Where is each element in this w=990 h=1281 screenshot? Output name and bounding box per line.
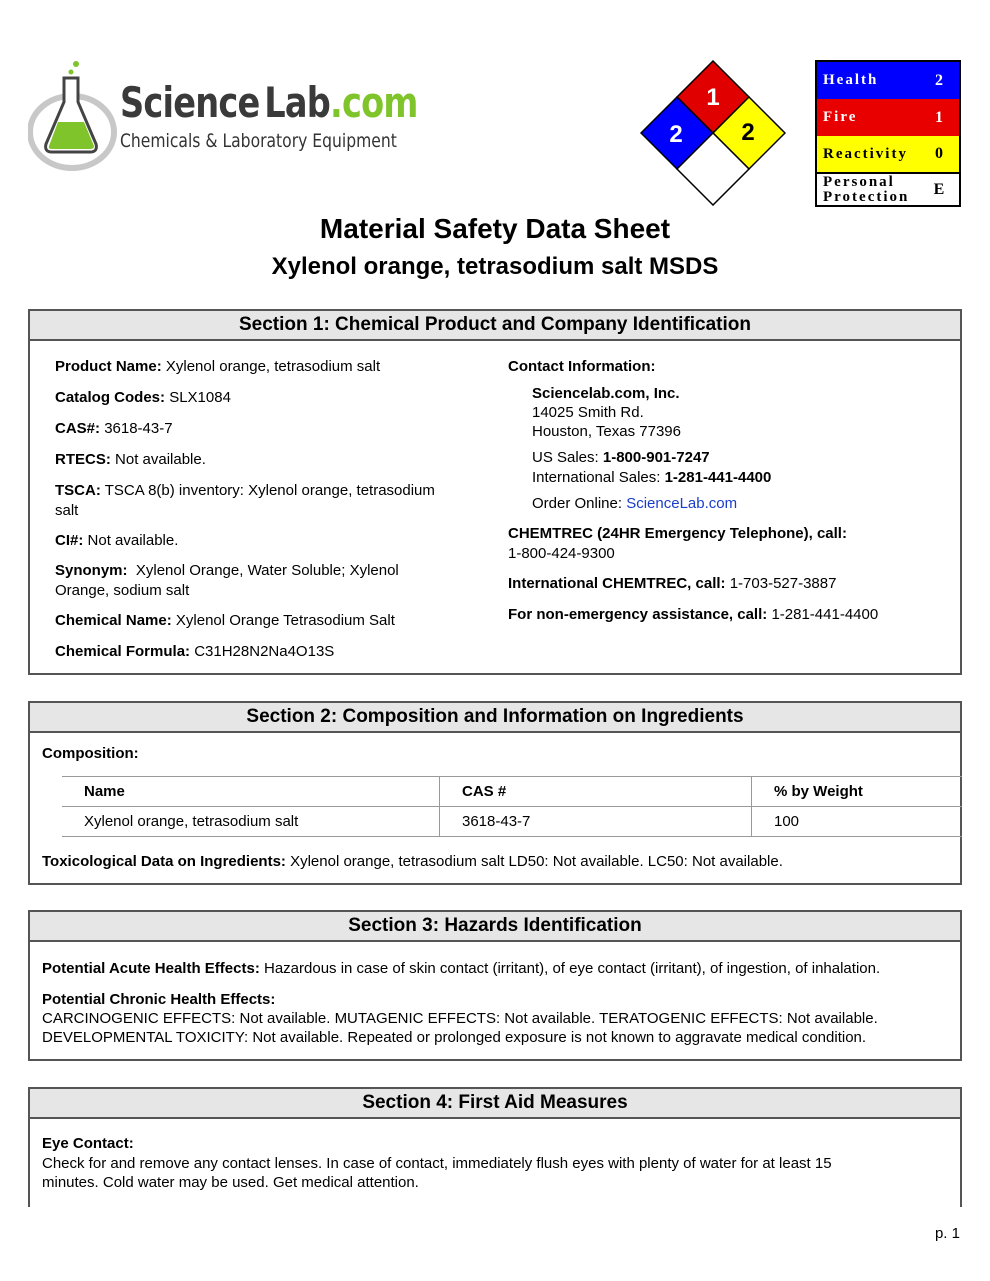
cell-name: Xylenol orange, tetrasodium salt xyxy=(62,807,440,836)
nfpa-health-value: 2 xyxy=(669,121,683,148)
synonym-field xyxy=(55,561,495,600)
synonym-value: Xylenol Orange, Water Soluble; Xylenol xyxy=(127,562,399,579)
col-header-cas: CAS # xyxy=(440,777,752,806)
hazard-protection-label-2: Protection xyxy=(823,188,910,205)
chemical-name-label: Chemical Name: xyxy=(55,612,172,629)
intl-sales-label: International Sales: xyxy=(532,469,665,486)
product-name-label: Product Name: xyxy=(55,358,162,375)
hazard-health-value: 2 xyxy=(935,71,943,89)
company-address-line1: 14025 Smith Rd. xyxy=(532,404,644,421)
rtecs-field xyxy=(55,450,206,470)
hazard-fire-value: 1 xyxy=(935,108,943,126)
nonemergency-phone: 1-281-441-4400 xyxy=(771,606,879,623)
page-number: p. 1 xyxy=(934,1225,960,1242)
cas-label: CAS#: xyxy=(55,420,101,437)
hazard-rating-table xyxy=(815,60,961,207)
hazard-protection-value: E xyxy=(933,180,945,198)
table-row xyxy=(62,807,962,837)
document-subtitle: Xylenol orange, tetrasodium salt MSDS xyxy=(271,253,719,280)
logo-brand-a: Science xyxy=(120,78,260,127)
eye-contact-line1: Check for and remove any contact lenses. In case of contact, immediately flush eyes with plenty of water for at least 15 xyxy=(42,1155,832,1172)
order-online-field xyxy=(532,494,737,514)
acute-effects xyxy=(42,959,957,979)
toxicological-label: Toxicological Data on Ingredients: xyxy=(42,853,286,870)
nfpa-diamond xyxy=(640,60,786,206)
ci-label: CI#: xyxy=(55,532,84,549)
composition-label: Composition: xyxy=(42,745,139,762)
cell-weight: 100 xyxy=(774,813,800,830)
tsca-field xyxy=(55,481,495,520)
section-3-heading: Section 3: Hazards Identification xyxy=(30,912,960,942)
tsca-value: TSCA 8(b) inventory: Xylenol orange, tetrasodium xyxy=(104,482,435,499)
chronic-effects-line1: CARCINOGENIC EFFECTS: Not available. MUTAGENIC EFFECTS: Not available. TERATOGENIC EFFECTS: Not available. xyxy=(42,1010,878,1027)
hazard-health-row xyxy=(817,62,959,99)
order-online-link[interactable]: ScienceLab.com xyxy=(626,495,738,512)
eye-contact-line2: minutes. Cold water may be used. Get medical attention. xyxy=(42,1174,419,1191)
acute-effects-label: Potential Acute Health Effects: xyxy=(42,960,260,977)
nonemergency-label: For non-emergency assistance, call: xyxy=(508,606,768,623)
company-address-line2: Houston, Texas 77396 xyxy=(532,423,681,440)
composition-table xyxy=(62,776,962,837)
contact-heading: Contact Information: xyxy=(508,358,656,375)
logo-wordmark xyxy=(120,80,418,126)
composition-header-row xyxy=(62,777,962,807)
hazard-reactivity-label: Reactivity xyxy=(823,145,908,162)
hazard-reactivity-value: 0 xyxy=(935,145,943,162)
chronic-effects-line2: DEVELOPMENTAL TOXICITY: Not available. Repeated or prolonged exposure is not known to aggravate medical condition. xyxy=(42,1029,867,1046)
company-name: Sciencelab.com, Inc. xyxy=(532,385,680,402)
chemical-formula-field xyxy=(55,642,334,662)
acute-effects-value: Hazardous in case of skin contact (irritant), of eye contact (irritant), of ingestion, of inhalation. xyxy=(264,960,881,977)
intl-chemtrec-label: International CHEMTREC, call: xyxy=(508,575,726,592)
us-sales-field xyxy=(532,448,710,468)
rtecs-value: Not available. xyxy=(115,451,206,468)
logo-brand-c: .com xyxy=(329,78,418,127)
nfpa-reactivity-value: 2 xyxy=(741,119,755,146)
chemical-name-field xyxy=(55,611,395,631)
chemical-name-value: Xylenol Orange Tetrasodium Salt xyxy=(175,612,395,629)
section-4 xyxy=(28,1087,962,1207)
product-name-field xyxy=(55,357,380,377)
chemical-formula-label: Chemical Formula: xyxy=(55,643,191,660)
hazard-fire-label: Fire xyxy=(823,109,858,125)
intl-sales-field xyxy=(532,468,771,488)
cas-field xyxy=(55,419,173,439)
logo-tagline: Chemicals & Laboratory Equipment xyxy=(120,130,397,152)
section-1 xyxy=(28,309,962,675)
product-name-value: Xylenol orange, tetrasodium salt xyxy=(165,358,381,375)
catalog-codes-label: Catalog Codes: xyxy=(55,389,166,406)
col-header-name: Name xyxy=(62,777,440,806)
hazard-fire-row xyxy=(817,99,959,136)
section-3 xyxy=(28,910,962,1061)
catalog-codes-field xyxy=(55,388,231,408)
flask-icon xyxy=(28,52,118,172)
hazard-protection-row xyxy=(817,172,959,205)
tsca-value-cont: salt xyxy=(55,501,79,519)
us-sales-label: US Sales: xyxy=(532,449,603,466)
chemtrec-phone: 1-800-424-9300 xyxy=(508,545,615,562)
hazard-health-label: Health xyxy=(823,72,879,88)
hazard-protection-label-1: Personal xyxy=(823,173,895,190)
rtecs-label: RTECS: xyxy=(55,451,111,468)
order-online-label: Order Online: xyxy=(532,495,627,512)
toxicological-value: Xylenol orange, tetrasodium salt LD50: Not available. LC50: Not available. xyxy=(290,853,783,870)
section-1-heading: Section 1: Chemical Product and Company Identification xyxy=(30,311,960,341)
intl-chemtrec-field xyxy=(508,574,836,594)
nfpa-flammability-value: 1 xyxy=(706,84,720,111)
us-sales-phone: 1-800-901-7247 xyxy=(602,449,710,466)
chemical-formula-value: C31H28N2Na4O13S xyxy=(194,643,335,660)
chronic-effects-label: Potential Chronic Health Effects: xyxy=(42,991,276,1008)
ci-field xyxy=(55,531,178,551)
sciencelab-logo xyxy=(28,52,418,172)
eye-contact-label: Eye Contact: xyxy=(42,1135,134,1152)
hazard-reactivity-row xyxy=(817,136,959,172)
intl-sales-phone: 1-281-441-4400 xyxy=(664,469,772,486)
nonemergency-field xyxy=(508,605,878,625)
synonym-value-cont: Orange, sodium salt xyxy=(55,581,190,599)
cell-cas: 3618-43-7 xyxy=(440,807,752,836)
catalog-codes-value: SLX1084 xyxy=(169,389,231,406)
col-header-weight: % by Weight xyxy=(774,783,863,800)
section-2-heading: Section 2: Composition and Information on Ingredients xyxy=(30,703,960,733)
intl-chemtrec-phone: 1-703-527-3887 xyxy=(729,575,837,592)
section-2 xyxy=(28,701,962,885)
cas-value: 3618-43-7 xyxy=(104,420,173,437)
logo-brand-b: Lab xyxy=(264,78,330,127)
toxicological-data xyxy=(42,852,783,872)
synonym-label: Synonym: xyxy=(55,562,128,579)
ci-value: Not available. xyxy=(87,532,179,549)
document-title: Material Safety Data Sheet xyxy=(319,213,671,244)
chemtrec-label: CHEMTREC (24HR Emergency Telephone), call: xyxy=(508,525,847,542)
section-4-heading: Section 4: First Aid Measures xyxy=(30,1089,960,1119)
tsca-label: TSCA: xyxy=(55,482,101,499)
hazard-protection-label xyxy=(817,175,919,205)
